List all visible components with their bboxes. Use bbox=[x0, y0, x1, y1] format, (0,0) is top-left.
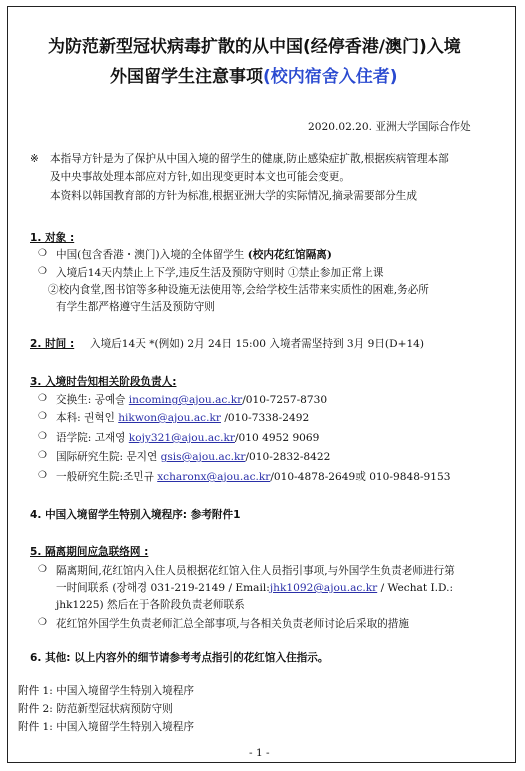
section6-heading: 6. 其他: 以上内容外的细节请参考考点指引的花红馆入住指示。 bbox=[30, 652, 329, 664]
attachment-item: 附件 1: 中国入境留学生特别入境程序 bbox=[18, 721, 194, 733]
attachment-item: 附件 1: 中国入境留学生特别入境程序 bbox=[18, 685, 194, 697]
bullet-icon: ❍ bbox=[38, 431, 47, 442]
date-organization: 2020.02.20. 亚洲大学国际合作处 bbox=[308, 121, 471, 133]
section4-heading: 4. 中国入境留学生特别入境程序: 参考附件1 bbox=[30, 509, 241, 521]
contact-label: 本科: 권혁인 bbox=[56, 412, 119, 424]
section1-item1-text: 中国(包含香港・澳门)入境的全体留学生 bbox=[56, 249, 248, 261]
bullet-icon: ❍ bbox=[38, 393, 47, 404]
contact-row bbox=[56, 410, 309, 426]
page-number: - 1 - bbox=[249, 747, 270, 759]
bullet-icon: ❍ bbox=[38, 450, 47, 461]
contact-row bbox=[56, 469, 451, 485]
section5-item2: 花红馆外国学生负责老师汇总全部事项,与各相关负责老师讨论后采取的措施 bbox=[56, 618, 409, 630]
contact-email-link[interactable]: xcharonx@ajou.ac.kr bbox=[157, 471, 271, 483]
doc-title-main: 外国留学生注意事项 bbox=[110, 67, 263, 87]
section2-heading: 2. 时间 : bbox=[30, 338, 75, 350]
contact-label: 语学院: 고재영 bbox=[56, 432, 129, 444]
contact-email-link[interactable]: kojy321@ajou.ac.kr bbox=[128, 432, 235, 444]
doc-title-highlight: (校内宿舍入住者) bbox=[263, 67, 398, 87]
bullet-icon: ❍ bbox=[38, 411, 47, 422]
contact-phone: /010-7338-2492 bbox=[220, 412, 310, 424]
contact-row bbox=[56, 430, 319, 446]
section2-text: 入境后14天 *(例如) 2月 24日 15:00 入境者需坚持到 3月 9日(D+14) bbox=[90, 338, 425, 350]
contact-email-link[interactable]: hikwon@ajou.ac.kr bbox=[118, 412, 221, 424]
section5-heading: 5. 隔离期间应急联络网 : bbox=[30, 546, 149, 558]
note-line1: 本指导方针是为了保护从中国入境的留学生的健康,防止感染症扩散,根据疾病管理本部 bbox=[50, 153, 449, 165]
section5-email-link[interactable]: jhk1092@ajou.ac.kr bbox=[269, 582, 378, 594]
section1-item2: 入境后14天内禁止上下学,违反生活及预防守则时 ①禁止参加正常上课 bbox=[56, 267, 384, 279]
contact-phone: /010-4878-2649或 010-9848-9153 bbox=[270, 471, 451, 483]
contact-label: 国际研究生院: 문지연 bbox=[56, 451, 161, 463]
doc-title-line1: 为防范新型冠状病毒扩散的从中国(经停香港/澳门)入境 bbox=[48, 37, 461, 57]
bullet-icon: ❍ bbox=[38, 470, 47, 481]
contact-phone: /010-2832-8422 bbox=[245, 451, 331, 463]
contact-email-link[interactable]: incoming@ajou.ac.kr bbox=[128, 394, 243, 406]
section5-contact: 一时间联系 (장해경 031-219-2149 / Email: bbox=[56, 582, 270, 594]
contact-phone: /010 4952 9069 bbox=[234, 432, 320, 444]
bullet-icon: ❍ bbox=[38, 266, 47, 277]
section1-item2-line2: ②校内食堂,图书馆等多种设施无法使用等,会给学校生活带来实质性的困难,务必所 bbox=[48, 284, 429, 296]
section5-wechat: / Wechat I.D.: bbox=[377, 582, 454, 594]
note-line2: 及中央事故处理本部应对方针,如出现变更时本文也可能会变更。 bbox=[50, 171, 350, 183]
bullet-icon: ❍ bbox=[38, 248, 47, 259]
note-line3: 本资料以韩国教育部的方针为标准,根据亚洲大学的实际情况,摘录需要部分生成 bbox=[50, 190, 417, 202]
note-mark: ※ bbox=[30, 153, 39, 165]
section5-item1-line2 bbox=[56, 580, 453, 596]
bullet-icon: ❍ bbox=[38, 617, 47, 628]
doc-title-line2 bbox=[110, 62, 398, 87]
bullet-icon: ❍ bbox=[38, 564, 47, 575]
contact-email-link[interactable]: gsis@ajou.ac.kr bbox=[160, 451, 246, 463]
contact-label: 交换生: 공예슬 bbox=[56, 394, 129, 406]
section1-item2-line3: 有学生都严格遵守生活及预防守则 bbox=[56, 301, 215, 313]
section3-heading: 3. 入境时告知相关阶段负责人: bbox=[30, 376, 177, 388]
attachment-item: 附件 2: 防范新型冠状病预防守则 bbox=[18, 703, 173, 715]
contact-row bbox=[56, 449, 330, 465]
contact-row bbox=[56, 392, 327, 408]
section1-item1 bbox=[56, 247, 332, 263]
contact-phone: /010-7257-8730 bbox=[242, 394, 328, 406]
contact-label: 一般研究生院:조민규 bbox=[56, 471, 158, 483]
section5-item1-line3: jhk1225) 然后在于各阶段负责老师联系 bbox=[56, 599, 245, 611]
section1-heading: 1. 对象 : bbox=[30, 232, 75, 244]
section1-item1-bold: (校内花红馆隔离) bbox=[247, 249, 332, 261]
section5-item1-line1: 隔离期间,花红馆内入住人员根据花红馆入住人员指引事项,与外国学生负责老师进行第 bbox=[56, 565, 455, 577]
